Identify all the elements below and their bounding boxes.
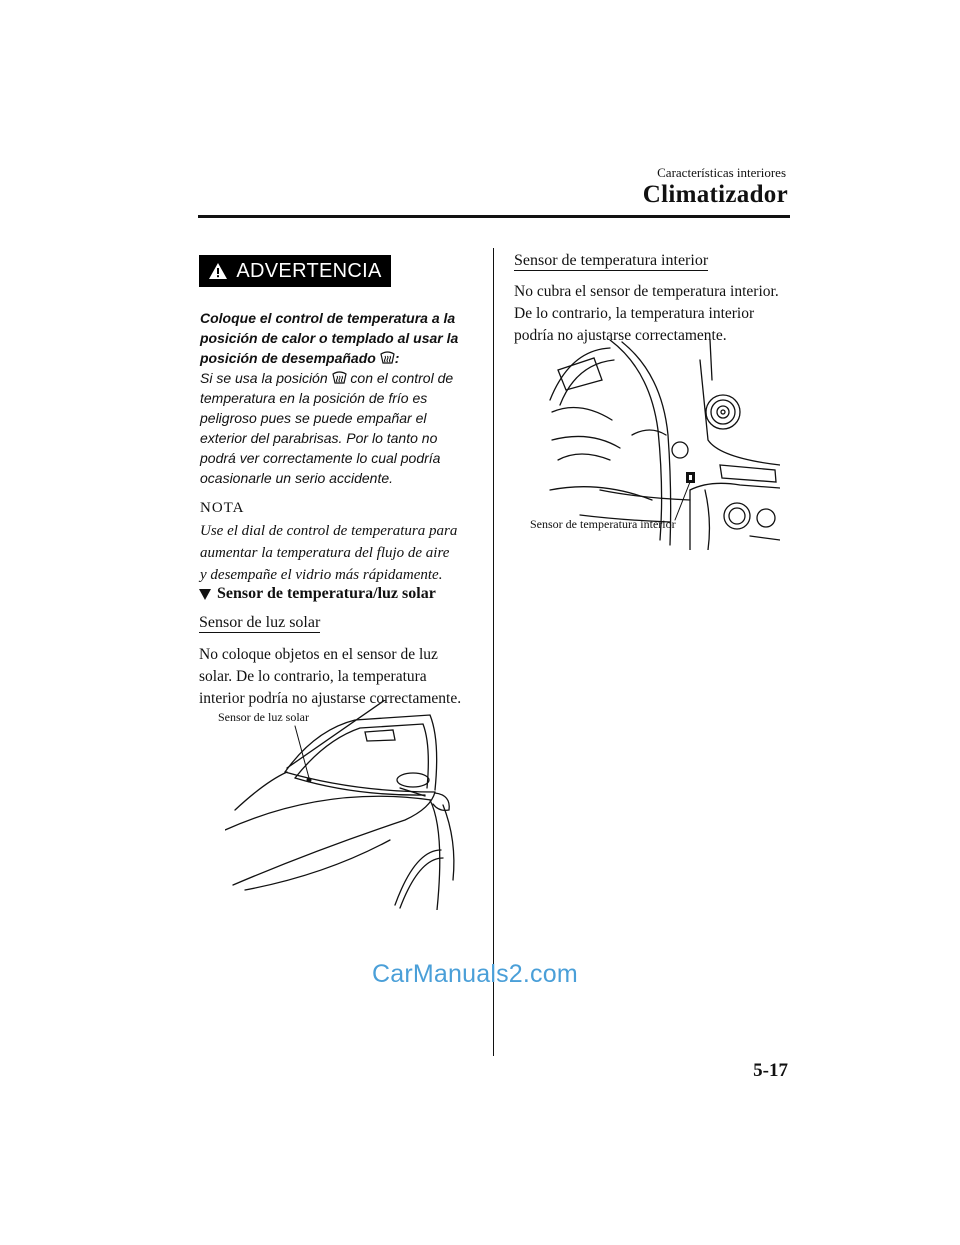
- sun-sensor-heading: [199, 614, 320, 632]
- sun-sensor-line-1: No coloque objetos en el sensor de luz: [199, 646, 438, 663]
- warning-body-4: exterior del parabrisas. Por lo tanto no: [200, 430, 438, 446]
- temp-sensor-line-2: De lo contrario, la temperatura interior: [514, 305, 755, 322]
- sun-sensor-illustration: [225, 700, 475, 910]
- temp-sensor-line-3: podría no ajustarse correctamente.: [514, 327, 727, 344]
- sun-sensor-heading-text: Sensor de luz solar: [199, 614, 321, 631]
- note-line-2: aumentar la temperatura del flujo de aire: [200, 545, 450, 561]
- note-body: [200, 520, 490, 586]
- warning-lead-3: [200, 348, 490, 368]
- warning-body-1b: con el control de: [350, 370, 454, 386]
- temp-sensor-heading: [514, 252, 708, 270]
- warning-text: [200, 308, 490, 488]
- warning-lead-1: Coloque el control de temperatura a la: [200, 310, 456, 326]
- note-title: NOTA: [200, 500, 245, 516]
- note-line-1: Use el dial de control de temperatura para: [200, 523, 458, 539]
- warning-lead-suffix: :: [394, 350, 400, 366]
- note-line-3: y desempañe el vidrio más rápidamente.: [200, 567, 443, 583]
- warning-icon: [208, 262, 228, 280]
- temp-sensor-line-1: No cubra el sensor de temperatura interior.: [514, 283, 779, 300]
- warning-label: ADVERTENCIA: [236, 259, 382, 282]
- warning-body-1: [200, 368, 490, 388]
- warning-body-2: temperatura en la posición de frío es: [200, 390, 428, 406]
- header-rule: [198, 215, 790, 218]
- warning-body-1a: Si se usa la posición: [200, 370, 328, 386]
- triangle-bullet-icon: [199, 589, 211, 600]
- warning-body-5: podrá ver correctamente lo cual podría: [200, 450, 441, 466]
- defrost-icon: [380, 351, 395, 364]
- warning-body-6: ocasionarle un serio accidente.: [200, 470, 394, 486]
- section-heading-text: Sensor de temperatura/luz solar: [217, 585, 436, 602]
- page-number: 5-17: [753, 1060, 788, 1081]
- warning-banner: [199, 255, 391, 287]
- chapter-title: Climatizador: [642, 181, 788, 208]
- warning-lead-2: posición de calor o templado al usar la: [200, 330, 459, 346]
- warning-lead-3-text: posición de desempañado: [200, 350, 376, 366]
- temp-sensor-heading-text: Sensor de temperatura interior: [514, 252, 709, 269]
- section-label: Características interiores: [657, 165, 786, 180]
- temp-sensor-caption: Sensor de temperatura interior: [530, 517, 676, 531]
- temp-sensor-body: [514, 281, 794, 347]
- warning-body-3: peligroso pues se puede empañar el: [200, 410, 427, 426]
- column-divider: [493, 248, 494, 1056]
- sun-sensor-line-2: solar. De lo contrario, la temperatura: [199, 668, 427, 685]
- section-heading: [199, 585, 436, 603]
- watermark: CarManuals2.com: [372, 960, 578, 988]
- sun-sensor-line-3: interior podría no ajustarse correctamente.: [199, 690, 462, 707]
- defrost-icon: [332, 371, 347, 384]
- sun-sensor-caption: Sensor de luz solar: [218, 710, 309, 724]
